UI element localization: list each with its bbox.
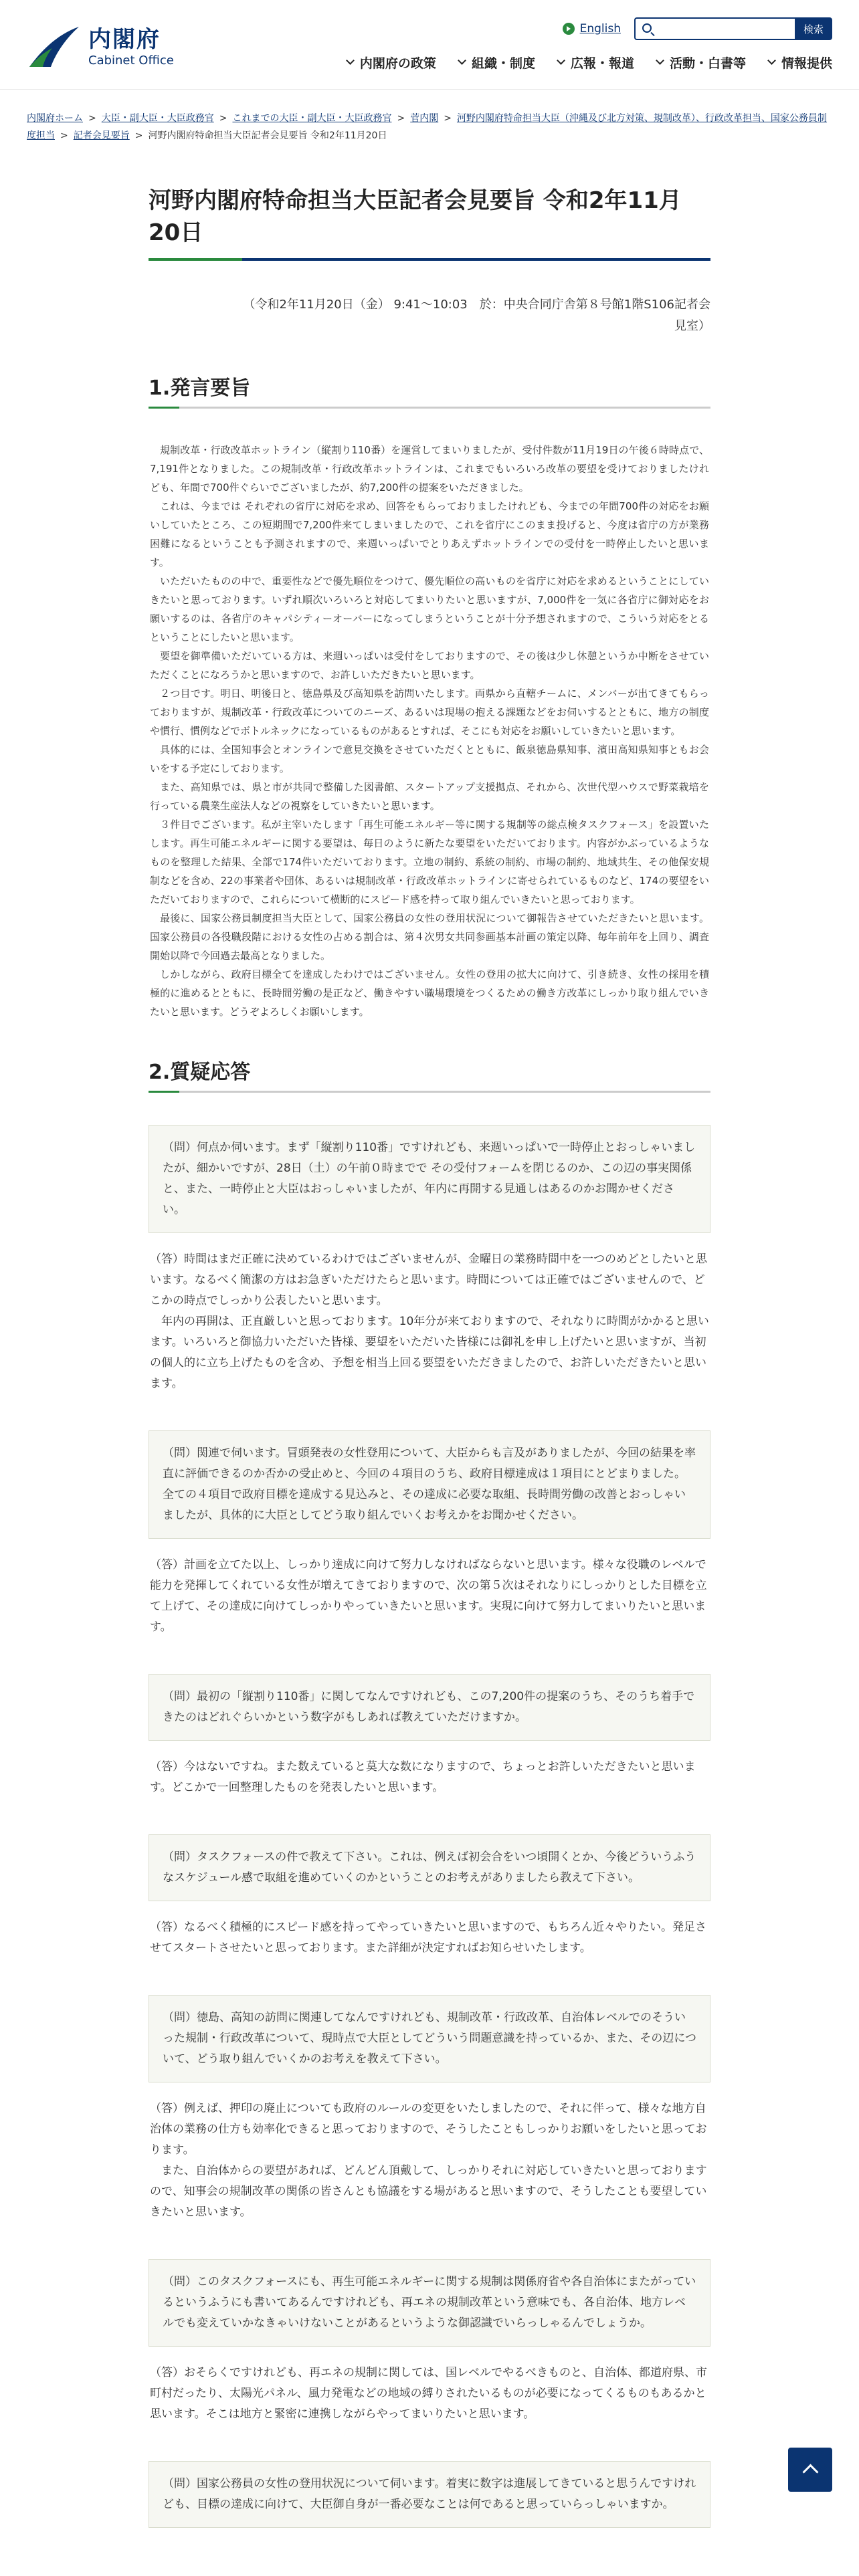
nav-information[interactable]: 情報提供 [769,53,832,72]
meta-line: 見室） [674,319,710,333]
section-heading-remarks: 1.発言要旨 [149,374,710,409]
nav-organization[interactable]: 組織・制度 [459,53,535,72]
remarks-paragraph: ３件目でございます。私が主宰いたします「再生可能エネルギー等に関する規制等の総点検タスクフォース」を設置いたします。再生可能エネルギーに関する要望は、毎日のように新たな要望をいただいております。内容がかぶっているようなものを整理した結果、全部で174件いただいております。立地の制約、系統の制約、市場の制約、地域共生、その他保安規制などを含め、22の事業者や団体、あるいは規制改革・行政改革ホットラインに寄せられているものなど、174の要望をいただいておりますので、これらについて横断的にスピード感を持って取り組んでいきたいと思っております。 [150,819,709,905]
breadcrumb-past-ministers[interactable]: これまでの大臣・副大臣・大臣政務官 [232,113,392,124]
remarks-paragraph: また、高知県では、県と市が共同で整備した図書館、スタートアップ支援拠点、それから、次世代型ハウスで野菜栽培を行っている農業生産法人などの視察をしていきたいと思います。 [150,781,709,812]
question-box: （問）徳島、高知の訪問に関連してなんですけれども、規制改革・行政改革、自治体レベルでのそういった規制・行政改革について、現時点で大臣としてどういう問題意識を持っているか、また、その辺について、どう取り組んでいくかのお考えを教えて下さい。 [149,1995,710,2082]
question-box: （問）このタスクフォースにも、再生可能エネルギーに関する規制は関係府省や各自治体にまたがっているというふうにも書いてあるんですけれども、再エネの規制改革という意味でも、各自治体、地方レベルでも変えていかなきゃいけないことがあるというような御認識でいらっしゃるんでしょうか。 [149,2259,710,2347]
chevron-down-icon [346,56,355,65]
nav-press[interactable]: 広報・報道 [558,53,634,72]
meta-line: （令和2年11月20日（金） 9:41～10:03 於：中央合同庁舎第８号館1階S106記者会 [243,298,710,312]
arrow-circle-icon [563,23,575,35]
search-button[interactable]: 検索 [795,17,832,40]
answer-block [149,1249,710,1394]
chevron-down-icon [557,56,565,65]
breadcrumb-suga-cabinet[interactable]: 菅内閣 [410,113,439,124]
site-logo[interactable] [27,25,174,70]
remarks-paragraph: しかしながら、政府目標全てを達成したわけではございません。女性の登用の拡大に向けて、引き続き、女性の採用を積極的に進めるとともに、長時間労働の是正など、働きやすい職場環境をつくるための働き方改革にしっかり取り組んでいきたいと思います。どうぞよろしくお願いします。 [150,968,709,1018]
answer-paragraph: （答）なるべく積極的にスピード感を持ってやっていきたいと思いますので、もちろん近々やりたい。発足させてスタートさせたいと思っております。また詳細が決定すればお知らせいたします。 [150,1921,706,1955]
breadcrumb-ministers[interactable]: 大臣・副大臣・大臣政務官 [101,113,214,124]
answer-paragraph: 年内の再開は、正直厳しいと思っております。10年分が来ておりますので、それなりに時間がかかると思います。いろいろと御協力いただいた皆様、要望をいただいた皆様には御礼を申し上げたいと思いますが、当初の個人的に立ち上げたものを含め、予想を相当上回る要望をいただきましたので、お許しいただきたいと思います。 [150,1315,709,1390]
answer-paragraph: また、自治体からの要望があれば、どんどん頂戴して、しっかりそれに対応していきたいと思っておりますので、知事会の規制改革の関係の皆さんとも協議をする場があると思いますので、そうしたことも要望していきたいと思います。 [150,2164,707,2219]
answer-paragraph: （答）時間はまだ正確に決めているわけではございませんが、金曜日の業務時間中を一つのめどとしたいと思います。なるべく簡潔の方はお急ぎいただけたらと思います。時間については正確ではございませんので、どこかの時点でしっかり公表したいと思います。 [150,1253,707,1307]
page-title: 河野内閣府特命担当大臣記者会見要旨 令和2年11月20日 [149,185,710,261]
global-nav [324,53,832,72]
question-box: （問）最初の「縦割り110番」に関してなんですけれども、この7,200件の提案のうち、そのうち着手できたのはどれぐらいかという数字がもしあれば教えていただけますか。 [149,1674,710,1741]
cabinet-office-logo-icon [27,25,80,70]
answer-block [149,2099,710,2223]
search-icon [642,23,652,33]
remarks-paragraph: いただいたものの中で、重要性などで優先順位をつけて、優先順位の高いものを省庁に対応を求めるということにしていきたいと思っております。いずれ順次いろいろと対応してまいりたいと思いますが、7,000件を一気に各省庁に御対応をお願いするのは、各省庁のキャパシティーオーバーになってしまうということが十分予想されますので、こういう対応をとるということにしたいと思います。 [150,575,709,643]
chevron-down-icon [767,56,776,65]
answer-paragraph: （答）おそらくですけれども、再エネの規制に関しては、国レベルでやるべきものと、自治体、都道府県、市町村だったり、太陽光パネル、風力発電などの地域の縛りされたいるものが必要になってくるものもあるかと思います。そこは地方と緊密に連携しながらやってまいりたいと思います。 [150,2366,707,2421]
remarks-body [149,441,710,1021]
nav-activities[interactable]: 活動・白書等 [657,53,746,72]
remarks-paragraph: 規制改革・行政改革ホットライン（縦割り110番）を運営してまいりましたが、受付件数が11月19日の午後６時時点で、7,191件となりました。この規制改革・行政改革ホットラインは、これまでもいろいろ改革の要望を受けておりましたけれども、年間で700件ぐらいでございましたが、約7,200件の提案をいただきました。 [150,444,709,494]
remarks-paragraph: 最後に、国家公務員制度担当大臣として、国家公務員の女性の登用状況について御報告させていただきたいと思います。国家公務員の各役職段階における女性の占める割合は、第４次男女共同参画基本計画の策定以降、毎年前年を上回り、調査開始以降で今回過去最高となりました。 [150,912,709,962]
english-link[interactable] [563,22,621,35]
utility-bar [563,17,832,40]
breadcrumb: 内閣府ホーム > 大臣・副大臣・大臣政務官 > これまでの大臣・副大臣・大臣政務官 > 菅内閣 > 河野内閣府特命担当大臣（沖縄及び北方対策、規制改革）、行政改革担当、国家公務員制度担当 > 記者会見要旨 > 河野内閣府特命担当大臣記者会見要旨 令和2年11月20日 [27,113,827,141]
question-box: （問）関連で伺います。冒頭発表の女性登用について、大臣からも言及がありましたが、今回の結果を率直に評価できるのか否かの受止めと、今回の４項目のうち、政府目標達成は１項目にとどまりました。全ての４項目で政府目標を達成する見込みと、その達成に必要な取組、長時間労働の改善とおっしゃいましたが、具体的に大臣としてどう取り組んでいくお考えかをお聞かせください。 [149,1430,710,1539]
page-top-button[interactable] [788,2448,832,2492]
breadcrumb-kono-minister[interactable]: 河野内閣府特命担当大臣（沖縄及び北方対策、規制改革）、行政改革担当、国家公務員制度担当 [27,113,827,141]
site-header [0,0,859,90]
remarks-paragraph: これは、今までは それぞれの省庁に対応を求め、回答をもらっておりましたけれども、今までの年間700件の対応をお願いしていたところ、この短期間で7,200件来てしまいましたので、これを省庁にこのまま投げると、今度は省庁の方が業務困難になるということも予測されますので、来週いっぱいでとりあえずホットラインでの受付を一時停止したいと思います。 [150,500,709,568]
remarks-paragraph: ２つ目です。明日、明後日と、徳島県及び高知県を訪問いたします。両県から直轄チームに、メンバーが出てきてもらっておりますが、規制改革・行政改革についてのニーズ、あるいは現場の抱える課題などをお伺いするとともに、地方の制度や慣行、慣例などでボトルネックになっているものがあるとすれば、そこにも対応をお願いしていきたいと思います。 [150,687,709,737]
answer-paragraph: （答）今はないですね。また数えていると莫大な数になりますので、ちょっとお許しいただきたいと思います。どこかで一回整理したものを発表したいと思います。 [150,1760,696,1794]
search-input[interactable] [636,19,795,39]
nav-policy[interactable]: 内閣府の政策 [347,53,436,72]
breadcrumb-current: 河野内閣府特命担当大臣記者会見要旨 令和2年11月20日 [148,130,387,141]
answer-paragraph: （答）例えば、押印の廃止についても政府のルールの変更をいたしましたので、それに伴って、様々な地方自治体の業務の仕方も効率化できると思っておりますので、そうしたこともしっかりお願いをしたいと思っております。 [150,2102,707,2157]
answer-block [149,2363,710,2425]
answer-paragraph: （答）計画を立てた以上、しっかり達成に向けて努力しなければならないと思います。様々な役職のレベルで能力を発揮してくれている女性が増えてきておりますので、次の第５次はそれなりにしっかりとした目標を立て上げて、その達成に向けてしっかりやっていきたいと思います。実現に向けて努力してまいりたいと思います。 [150,1558,707,1634]
english-link-label: English [579,22,621,35]
remarks-paragraph: 具体的には、全国知事会とオンラインで意見交換をさせていただくとともに、飯泉徳島県知事、濱田高知県知事ともお会いをする予定にしております。 [150,744,709,774]
answer-block [149,1917,710,1959]
question-box: （問）タスクフォースの件で教えて下さい。これは、例えば初会合をいつ頃開くとか、今後どういうふうなスケジュール感で取組を進めていくのかということのお考えがありましたら教えて下さい。 [149,1834,710,1901]
main-content [149,144,710,2528]
remarks-paragraph: 要望を御準備いただいている方は、来週いっぱいは受付をしておりますので、その後は少し休憩というか中断をさせていただくことになろうかと思いますので、お許しいただきたいと思います。 [150,650,709,681]
conference-meta [149,294,710,337]
chevron-down-icon [656,56,664,65]
section-heading-qa: 2.質疑応答 [149,1059,710,1093]
breadcrumb-press-conference[interactable]: 記者会見要旨 [73,130,130,141]
qa-list [149,1125,710,2528]
answer-block [149,1757,710,1798]
logo-subtitle: Cabinet Office [88,53,174,68]
logo-title: 内閣府 [88,26,161,53]
search-box [634,17,795,40]
breadcrumb-home[interactable]: 内閣府ホーム [27,113,83,124]
answer-block [149,1555,710,1638]
question-box: （問）国家公務員の女性の登用状況について伺います。着実に数字は進展してきていると思うんですけれども、目標の達成に向けて、大臣御自身が一番必要なことは何であると思っていらっしゃいますか。 [149,2461,710,2528]
question-box: （問）何点か伺います。まず「縦割り110番」ですけれども、来週いっぱいで一時停止とおっしゃいましたが、細かいですが、28日（土）の午前０時までで その受付フォームを閉じるのか、この辺の事実関係と、また、一時停止と大臣はおっしゃいましたが、年内に再開する見通しはあるのかお聞かせください。 [149,1125,710,1233]
chevron-down-icon [458,56,466,65]
